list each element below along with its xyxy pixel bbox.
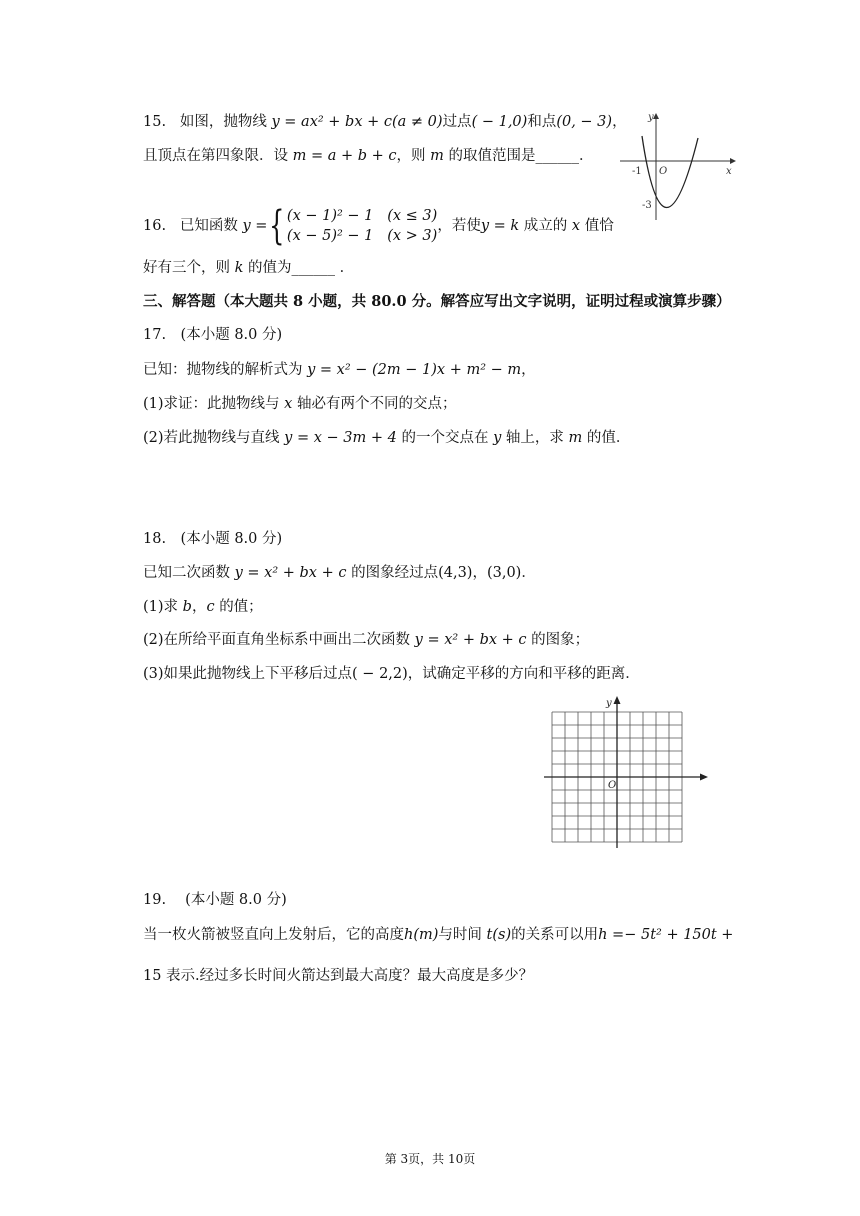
q15-y-label: y [648, 112, 654, 123]
page-footer: 第 3页，共 10页 [384, 1152, 476, 1166]
q15-origin-label: O [659, 166, 668, 177]
q16-number: 16. [143, 218, 167, 234]
q15-equation: y = ax² + bx + c(a ≠ 0) [271, 114, 443, 130]
q19-equation: h =− 5t² + 150t + [598, 927, 734, 943]
q18-line1: 已知二次函数 y = x² + bx + c 的图象经过点(4,3)，(3,0)． [143, 565, 536, 581]
q15-y-arrow [653, 113, 659, 119]
q17-equation: y = x² − (2m − 1)x + m² − m [307, 362, 522, 378]
q18-x-arrow [700, 774, 708, 781]
q15-x-label: x [726, 166, 732, 177]
q18-equation: y = x² + bx + c [234, 565, 347, 581]
q15-neg3-label: -3 [642, 200, 652, 211]
q15-x-arrow [730, 158, 736, 164]
q15-line1: 15. 如图，抛物线 y = ax² + bx + c(a ≠ 0)过点( − 1,0)和点(0, − 3)， [143, 114, 627, 130]
q19-line1: 当一枚火箭被竖直向上发射后，它的高度h(m)与时间 t(s)的关系可以用h =− 5t² + 150t + [143, 927, 734, 943]
q17-header: 17. (本小题 8.0 分) [143, 327, 283, 343]
q18-part2: (2)在所给平面直角坐标系中画出二次函数 y = x² + bx + c 的图象； [143, 632, 590, 648]
q17-part1: (1)求证：此抛物线与 x 轴必有两个不同的交点； [143, 396, 457, 412]
q16-line2: 好有三个，则 k 的值为______ ． [143, 260, 355, 276]
q15-parabola-curve [642, 136, 698, 208]
q18-origin-label: O [608, 780, 617, 791]
q18-y-arrow [614, 696, 621, 704]
q18-header: 18. (本小题 8.0 分) [143, 531, 283, 547]
q19-header: 19. (本小题 8.0 分) [143, 892, 287, 908]
q18-y-label: y [606, 698, 612, 709]
q16-brace: { [269, 203, 285, 249]
q15-parabola-figure [618, 108, 742, 224]
q18-part3: (3)如果此抛物线上下平移后过点( − 2,2)，试确定平移的方向和平移的距离． [143, 666, 640, 682]
q15-neg1-label: -1 [632, 166, 642, 177]
q17-part2: (2)若此抛物线与直线 y = x − 3m + 4 的一个交点在 y 轴上，求 m 的值． [143, 430, 631, 446]
q18-coordinate-grid [540, 694, 712, 852]
section3-title: 三、解答题（本大题共 8 小题，共 80.0 分。解答应写出文字说明，证明过程或演算步骤） [143, 293, 731, 310]
q19-line2: 15 表示.经过多长时间火箭达到最大高度？最大高度是多少？ [143, 968, 534, 984]
q17-line1: 已知：抛物线的解析式为 y = x² − (2m − 1)x + m² − m， [143, 362, 536, 378]
q18-part1: (1)求 b，c 的值； [143, 599, 263, 615]
q15-number: 15. [143, 114, 167, 130]
q15-line2: 且顶点在第四象限．设 m = a + b + c，则 m 的取值范围是______． [143, 148, 594, 164]
q16-cases: (x − 1)² − 1 (x ≤ 3) (x − 5)² − 1 (x > 3) [286, 208, 438, 244]
q16-line1: 16. 已知函数 y ={ (x − 1)² − 1 (x ≤ 3) (x − 5)² − 1 (x > 3)，若使y = k 成立的 x 值恰 [143, 203, 614, 249]
